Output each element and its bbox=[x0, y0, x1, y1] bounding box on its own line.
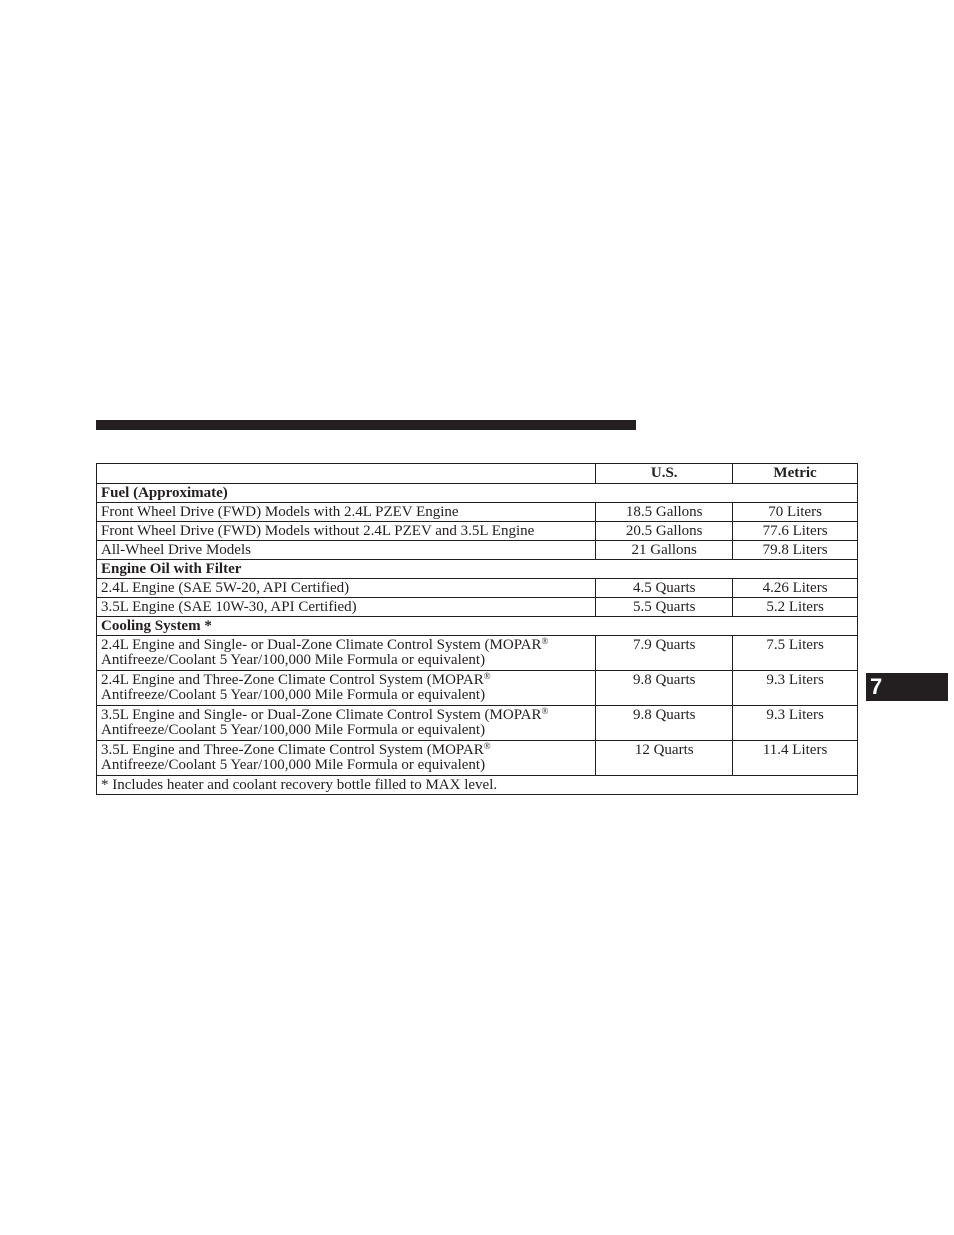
chapter-number: 7 bbox=[870, 674, 883, 699]
section-title: Cooling System * bbox=[97, 617, 858, 636]
registered-mark: ® bbox=[541, 706, 549, 716]
row-metric-value: 5.2 Liters bbox=[733, 598, 858, 617]
row-metric-value: 11.4 Liters bbox=[733, 741, 858, 776]
table-row bbox=[97, 541, 858, 560]
row-description bbox=[97, 671, 596, 706]
row-description-line2: Antifreeze/Coolant 5 Year/100,000 Mile Formula or equivalent) bbox=[101, 687, 486, 703]
row-us-value: 12 Quarts bbox=[596, 741, 733, 776]
table-footnote: * Includes heater and coolant recovery bottle filled to MAX level. bbox=[97, 776, 858, 795]
section-fuel bbox=[97, 484, 858, 503]
registered-mark: ® bbox=[483, 741, 491, 751]
row-us-value: 9.8 Quarts bbox=[596, 706, 733, 741]
row-us-value: 20.5 Gallons bbox=[596, 522, 733, 541]
row-description-line2: Antifreeze/Coolant 5 Year/100,000 Mile Formula or equivalent) bbox=[101, 722, 486, 738]
table-footnote-row bbox=[97, 776, 858, 795]
row-us-value: 4.5 Quarts bbox=[596, 579, 733, 598]
header-us: U.S. bbox=[596, 464, 733, 484]
fluid-capacities-table bbox=[96, 463, 858, 795]
row-us-value: 9.8 Quarts bbox=[596, 671, 733, 706]
section-engine-oil bbox=[97, 560, 858, 579]
table-row bbox=[97, 503, 858, 522]
row-description: All-Wheel Drive Models bbox=[97, 541, 596, 560]
row-metric-value: 9.3 Liters bbox=[733, 671, 858, 706]
table-header-row bbox=[97, 464, 858, 484]
row-metric-value: 70 Liters bbox=[733, 503, 858, 522]
registered-mark: ® bbox=[483, 671, 491, 681]
row-description: Front Wheel Drive (FWD) Models without 2.4L PZEV and 3.5L Engine bbox=[97, 522, 596, 541]
section-cooling-system bbox=[97, 617, 858, 636]
chapter-tab bbox=[866, 673, 948, 701]
registered-mark: ® bbox=[541, 636, 549, 646]
row-metric-value: 7.5 Liters bbox=[733, 636, 858, 671]
section-divider-bar bbox=[96, 420, 636, 430]
row-description bbox=[97, 706, 596, 741]
section-title: Fuel (Approximate) bbox=[97, 484, 858, 503]
row-description-line1: 2.4L Engine and Single- or Dual-Zone Climate Control System (MOPAR bbox=[101, 637, 542, 653]
row-metric-value: 79.8 Liters bbox=[733, 541, 858, 560]
table-row bbox=[97, 522, 858, 541]
table-row bbox=[97, 671, 858, 706]
table-row bbox=[97, 579, 858, 598]
row-us-value: 21 Gallons bbox=[596, 541, 733, 560]
row-us-value: 7.9 Quarts bbox=[596, 636, 733, 671]
table-row bbox=[97, 636, 858, 671]
table-row bbox=[97, 741, 858, 776]
row-metric-value: 4.26 Liters bbox=[733, 579, 858, 598]
section-title: Engine Oil with Filter bbox=[97, 560, 858, 579]
header-description bbox=[97, 464, 596, 484]
row-description: 3.5L Engine (SAE 10W-30, API Certified) bbox=[97, 598, 596, 617]
row-metric-value: 9.3 Liters bbox=[733, 706, 858, 741]
header-metric: Metric bbox=[733, 464, 858, 484]
row-description: Front Wheel Drive (FWD) Models with 2.4L PZEV Engine bbox=[97, 503, 596, 522]
row-description bbox=[97, 636, 596, 671]
row-description-line2: Antifreeze/Coolant 5 Year/100,000 Mile Formula or equivalent) bbox=[101, 652, 486, 668]
table-row bbox=[97, 598, 858, 617]
row-metric-value: 77.6 Liters bbox=[733, 522, 858, 541]
row-description-line1: 3.5L Engine and Three-Zone Climate Control System (MOPAR bbox=[101, 742, 484, 758]
row-description-line1: 3.5L Engine and Single- or Dual-Zone Climate Control System (MOPAR bbox=[101, 707, 542, 723]
row-description: 2.4L Engine (SAE 5W-20, API Certified) bbox=[97, 579, 596, 598]
row-us-value: 18.5 Gallons bbox=[596, 503, 733, 522]
row-us-value: 5.5 Quarts bbox=[596, 598, 733, 617]
row-description-line1: 2.4L Engine and Three-Zone Climate Control System (MOPAR bbox=[101, 672, 484, 688]
row-description-line2: Antifreeze/Coolant 5 Year/100,000 Mile Formula or equivalent) bbox=[101, 757, 486, 773]
row-description bbox=[97, 741, 596, 776]
table-row bbox=[97, 706, 858, 741]
